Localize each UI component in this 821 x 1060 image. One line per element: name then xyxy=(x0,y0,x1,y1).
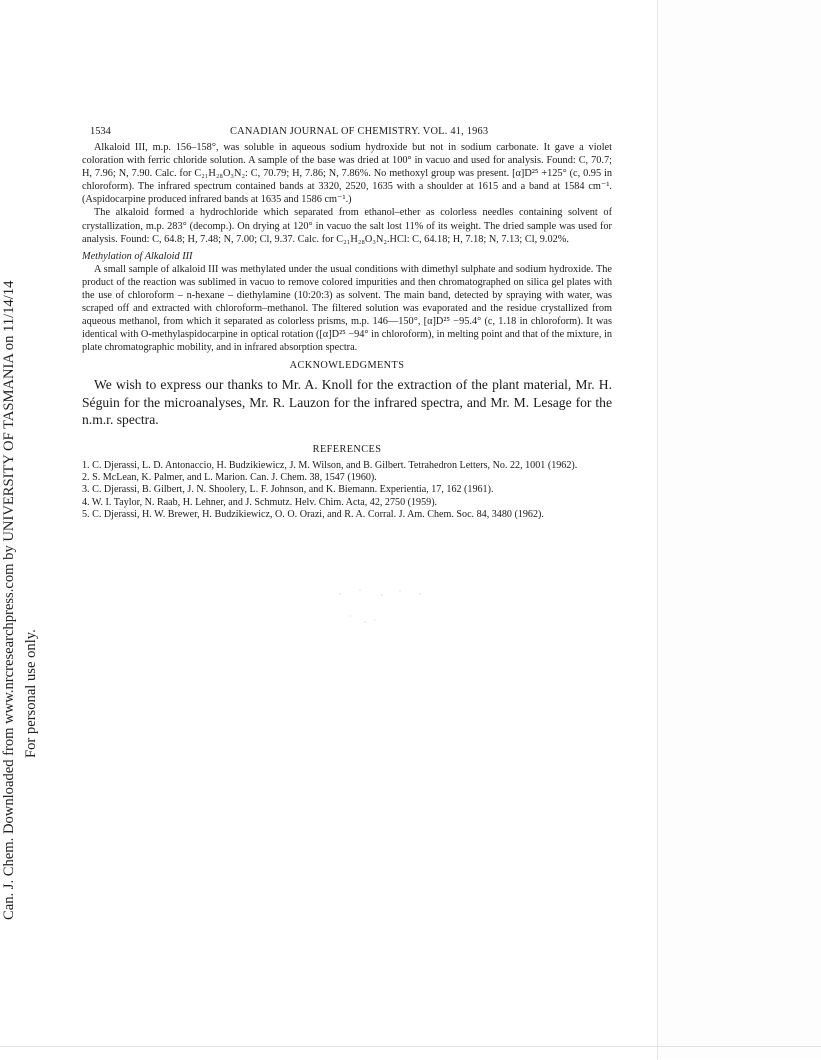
references-heading: REFERENCES xyxy=(312,443,382,455)
personal-use-notice: For personal use only. xyxy=(23,629,39,758)
reference-item: 4. W. I. Taylor, N. Raab, H. Lehner, and J. Schmutz. Helv. Chim. Acta, 42, 2750 (1959). xyxy=(82,496,438,508)
download-notice: Can. J. Chem. Downloaded from www.nrcresearchpress.com by UNIVERSITY OF TASMANIA on 11/14/14 xyxy=(1,280,17,920)
journal-title: CANADIAN JOURNAL OF CHEMISTRY. VOL. 41, 1963 xyxy=(230,126,489,137)
paragraph-alkaloid-iii: Alkaloid III, m.p. 156–158°, was soluble in aqueous sodium hydroxide but not in sodium carbonate. It gave a violet coloration with ferric chloride solution. A sample of the base was dried at 100° in vacuo and used for analysis. Found: C, 70.7; H, 7.96; N, 7.90. Calc. for C₂₁H₂₈O₃N₂: C, 70.79; H, 7.86; N, 7.86%. No methoxyl group was present. [α]D²⁵ +125° (c, 0.95 in chloroform). The infrared spectrum contained bands at 3320, 2520, 1635 with a shoulder at 1615 and a band at 1584 cm⁻¹. (Aspidocarpine produced infrared bands at 1635 and 1586 cm⁻¹.) xyxy=(82,142,612,206)
scan-speckle xyxy=(330,586,450,626)
reference-item: 5. C. Djerassi, H. W. Brewer, H. Budzikiewicz, O. O. Orazi, and R. A. Corral. J. Am. Chem. Soc. 84, 3480 (1962). xyxy=(82,508,544,520)
section-heading-methylation: Methylation of Alkaloid III xyxy=(82,250,193,262)
article-body xyxy=(82,141,612,521)
reference-item: 3. C. Djerassi, B. Gilbert, J. N. Shoolery, L. F. Johnson, and K. Biemann. Experientia, 17, 162 (1961). xyxy=(82,484,494,496)
acknowledgments-text: We wish to express our thanks to Mr. A. Knoll for the extraction of the plant material, Mr. H. Séguin for the microanalyses, Mr. R. Lauzon for the infrared spectra, and Mr. M. Lesage for the n.m.r. spectra. xyxy=(82,377,612,428)
scan-bottom-edge xyxy=(0,1046,821,1060)
reference-item: 1. C. Djerassi, L. D. Antonaccio, H. Budzikiewicz, J. M. Wilson, and B. Gilbert. Tetrahedron Letters, No. 22, 1001 (1962). xyxy=(82,459,578,471)
paragraph-methylation: A small sample of alkaloid III was methylated under the usual conditions with dimethyl sulphate and sodium hydroxide. The product of the reaction was sublimed in vacuo to remove colored impurities and then chromatographed on silica gel plates with the use of chloroform – n-hexane – diethylamine (10:20:3) as solvent. The main band, detected by spraying with water, was scraped off and extracted with chloroform–methanol. The filtered solution was evaporated and the residue crystallized from aqueous methanol, from which it separated as colorless prisms, m.p. 146—150°, [α]D²⁵ −95.4° (c, 1.18 in chloroform). It was identical with O-methylaspidocarpine in optical rotation ([α]D²⁵ −94° in chloroform), in melting point and that of the mixture, in plate chromatographic mobility, and in infrared absorption spectra. xyxy=(82,263,612,354)
running-header xyxy=(90,125,614,139)
reference-item: 2. S. McLean, K. Palmer, and L. Marion. Can. J. Chem. 38, 1547 (1960). xyxy=(82,472,377,484)
scan-right-margin xyxy=(657,0,821,1059)
reference-list xyxy=(82,460,612,521)
acknowledgments-heading: ACKNOWLEDGMENTS xyxy=(289,360,405,372)
page-number: 1534 xyxy=(90,126,111,137)
download-watermark xyxy=(2,180,42,920)
paragraph-hydrochloride: The alkaloid formed a hydrochloride which separated from ethanol–ether as colorless needles containing solvent of crystallization, m.p. 283° (decomp.). On drying at 120° in vacuo the salt lost 11% of its weight. The dried sample was used for analysis. Found: C, 64.8; H, 7.48; N, 7.00; Cl, 9.37. Calc. for C₂₁H₂₈O₃N₂.HCl: C, 64.18; H, 7.18; N, 7.13; Cl, 9.02%. xyxy=(82,207,612,245)
